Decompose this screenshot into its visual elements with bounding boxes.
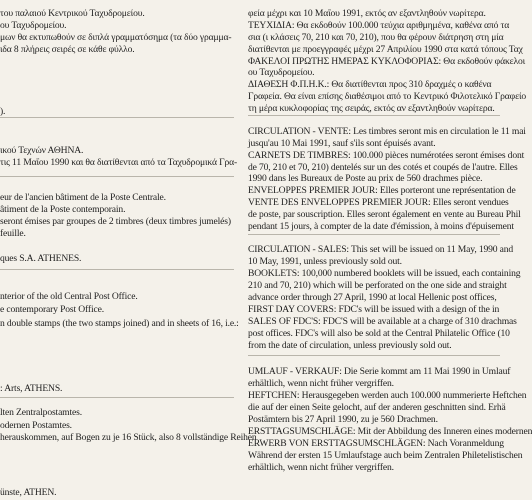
text-line: de 70, 210 et 70, 210) dentelés sur un des cotés et coupés de l'autre. Elles	[248, 162, 518, 173]
text-line: n double stamps (the two stamps joined) and in sheets of 16, i.e.:	[0, 318, 239, 329]
text-line: ικού Τεχνών ΑΘΗΝΑ.	[0, 145, 84, 156]
text-line: âtiment de la Poste contemporain.	[0, 204, 126, 215]
text-line: ου Ταχυδρομείου.	[248, 67, 315, 78]
section-divider	[0, 397, 234, 398]
text-line: from the date of circulation, unless previously sold out.	[248, 340, 452, 351]
section-divider	[248, 234, 500, 235]
text-line: CIRCULATION - VENTE: Les timbres seront mis en circulation le 11 mai	[248, 126, 526, 137]
text-line: φεία μέχρι και 10 Μαΐου 1991, εκτός αν εξαντληθούν νωρίτερα.	[248, 8, 486, 19]
text-line: jusqu'au 10 Mai 1991, sauf s'ils sont épuisés avant.	[248, 138, 436, 149]
text-line: UMLAUF - VERKAUF: Die Serie kommt am 11 Mai 1990 in Umlauf	[248, 366, 511, 377]
text-line: ENVELOPPES PREMIER JOUR: Elles porteront une représentation de	[248, 185, 516, 196]
text-line: Postämtern bis 27 April 1990, zu je 560 Drachmen.	[248, 414, 438, 425]
section-divider	[0, 176, 234, 177]
text-line: τη μέρα κυκλοφορίας της σειράς, εκτός αν εξαντληθούν νωρίτερα.	[248, 103, 495, 114]
text-line: HEFTCHEN: Herausgegeben werden auch 100.000 nummerierte Heftchen	[248, 390, 527, 401]
text-line: odernen Postamtes.	[0, 420, 72, 431]
text-line: του παλαιού Κεντρικού Ταχυδρομείου.	[0, 8, 145, 19]
section-divider	[0, 117, 234, 118]
text-line: ERWERB VON ERSTTAGSUMSCHLÄGEN: Nach Voranmeldung	[248, 438, 504, 449]
text-line: erhältlich, wenn nicht früher vergriffen.	[248, 462, 394, 473]
text-line: SALES OF FDC'S: FDC'S will be available at a charge of 310 drachmas	[248, 316, 517, 327]
section-divider	[0, 269, 234, 270]
text-line: ).	[0, 106, 6, 117]
text-line: 10 May, 1991, unless previously sold out.	[248, 256, 402, 267]
text-line: ques S.A. ATHENES.	[0, 253, 82, 264]
text-line: e contemporary Post Office.	[0, 304, 104, 315]
text-line: BOOKLETS: 100,000 numbered booklets will be issued, each containing	[248, 268, 521, 279]
text-line: ERSTTAGSUMSCHLÄGE: Mit der Abbildung des Inneren eines modernen	[248, 426, 532, 437]
text-line: ΔΙΑΘΕΣΗ Φ.Π.Η.Κ.: Θα διατίθενται προς 310 δραχμές ο καθένα	[248, 79, 492, 90]
text-line: CIRCULATION - SALES: This set will be issued on 11 May, 1990 and	[248, 244, 514, 255]
text-line: Γραφεία. Θα είναι επίσης διαθέσιμοι από το Κεντρικό Φιλοτελικό Γραφείο	[248, 91, 527, 102]
text-line: CARNETS DE TIMBRES: 100.000 pièces numérotées seront émises dont	[248, 150, 525, 161]
text-line: ünste, ATHEN.	[0, 487, 57, 498]
text-line: die auf der einen Seite gelocht, auf der anderen geschnitten sind. Erhä	[248, 402, 506, 413]
text-line: seront émises par groupes de 2 timbres (deux timbres jumelés)	[0, 216, 231, 227]
text-line: erhältlich, wenn nicht früher vergriffen.	[248, 378, 394, 389]
text-line: : Arts, ATHENS.	[0, 383, 63, 394]
text-line: ΦΑΚΕΛΟΙ ΠΡΩΤΗΣ ΗΜΕΡΑΣ ΚΥΚΛΟΦΟΡΙΑΣ: Θα εκδοθούν φάκελοι	[248, 56, 526, 67]
text-line: FIRST DAY COVERS: FDC's will be issued with a design of the in	[248, 304, 500, 315]
text-line: σια (ι κλάσεις 70, 210 και 70, 210), που θα φέρουν διάτρηση στη μία	[248, 32, 504, 43]
text-line: ου Ταχυδρομείου.	[0, 20, 67, 31]
text-line: Während der ersten 15 Umlaufstage auch beim Zentralen Philetelistischen	[248, 450, 523, 461]
section-divider	[248, 115, 500, 116]
text-line: lten Zentralpostamtes.	[0, 407, 82, 418]
text-line: ιδα 8 πλήρεις σειρές σε κάθε φύλλο.	[0, 44, 135, 55]
text-line: feuille.	[0, 228, 26, 239]
text-line: de poste, par souscription. Elles seront également en vente au Bureau Phil	[248, 209, 521, 220]
text-line: pendant 15 jours, à compter de la date d'émission, à moins d'épuisement	[248, 221, 514, 232]
text-line: herauskommen, auf Bogen zu je 16 Stück, also 8 vollständige Reihen	[0, 432, 257, 443]
text-line: post offices. FDC's will also be sold at the Central Philatelic Office (10	[248, 328, 510, 339]
text-line: ΤΕΥΧΙΔΙΑ: Θα εκδοθούν 100.000 τεύχια αριθμημένα, καθένα από τα	[248, 20, 510, 31]
text-line: eur de l'ancien bâtiment de la Poste Centrale.	[0, 192, 166, 203]
text-line: μων θα εκτυπωθούν σε διπλά γραμματόσημα (τα δύο γραμμα-	[0, 32, 232, 43]
section-divider	[248, 355, 500, 356]
text-line: 210 and 70, 210) which will be perforated on the one side and straight	[248, 280, 507, 291]
text-line: VENTE DES ENVELOPPES PREMIER JOUR: Elles seront vendues	[248, 197, 509, 208]
text-line: 1990 dans les Bureaux de Poste au prix de 560 drachmes pièce.	[248, 173, 483, 184]
text-line: nterior of the old Central Post Office.	[0, 291, 138, 302]
text-line: τις 11 Μαΐου 1990 και θα διατίθενται από τα Ταχυδρομικά Γρα-	[0, 157, 238, 168]
text-line: advance order through 27 April, 1990 at local Hellenic post offices,	[248, 292, 497, 303]
text-line: διατίθενται με προεγγραφές μέχρι 27 Απριλίου 1990 στα κατά τόπους Ταχ	[248, 44, 523, 55]
